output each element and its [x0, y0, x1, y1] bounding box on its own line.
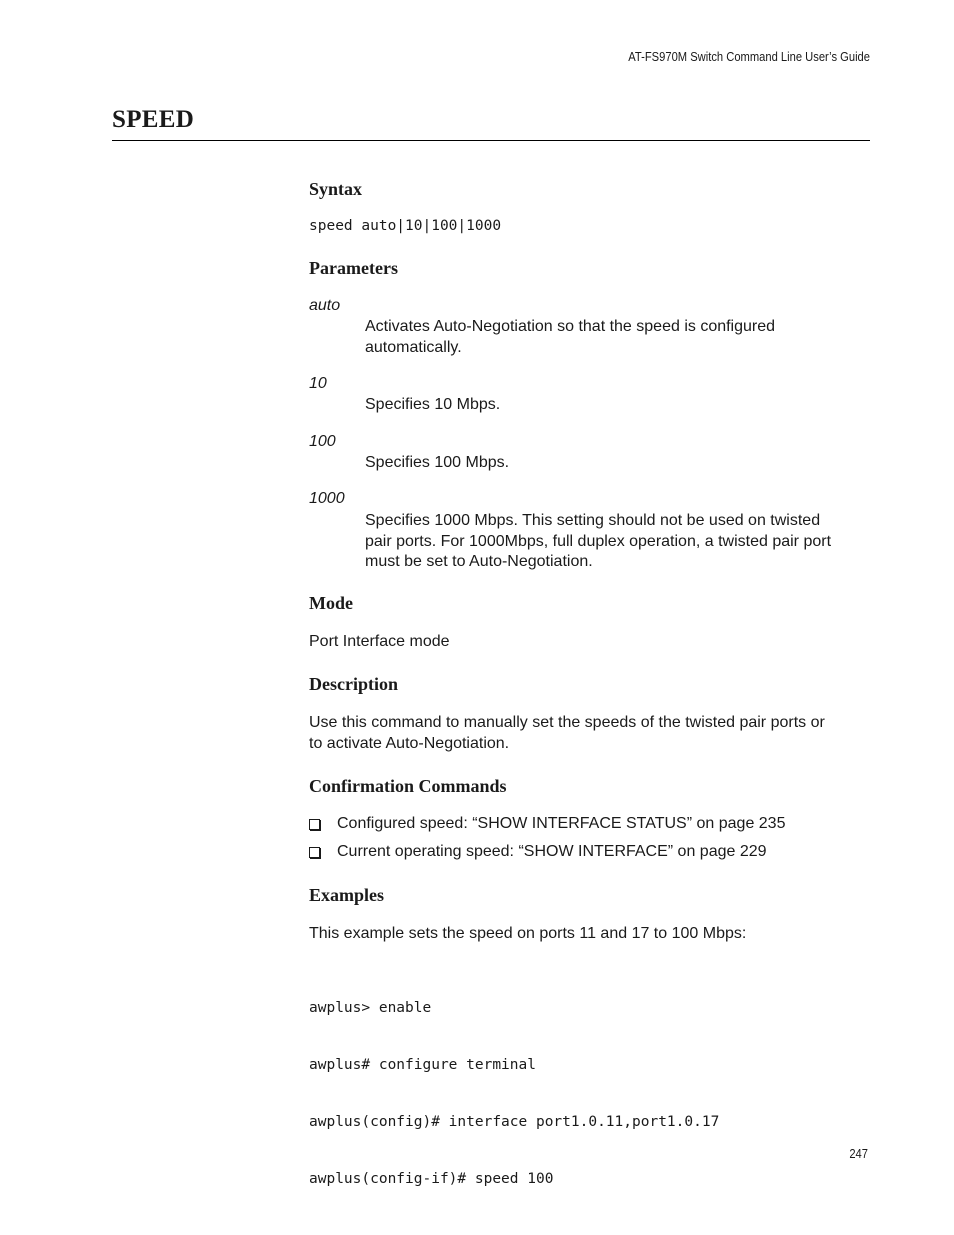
param-name-1000: 1000 [309, 490, 345, 507]
param-desc-10 [365, 395, 870, 416]
examples-intro: This example sets the speed on ports 11 and 17 to 100 Mbps: [309, 925, 747, 942]
code-line: awplus> enable [309, 1000, 432, 1016]
param-desc-line: Specifies 100 Mbps. [365, 454, 510, 471]
param-name-100: 100 [309, 433, 336, 450]
code-line: awplus# configure terminal [309, 1057, 536, 1073]
param-desc-line: Specifies 1000 Mbps. This setting should not be used on twisted [365, 512, 821, 529]
param-desc-auto [365, 317, 870, 358]
param-name-auto: auto [309, 297, 341, 314]
confirmation-item-text: Current operating speed: “SHOW INTERFACE” on page 229 [337, 843, 767, 860]
running-header: AT-FS970M Switch Command Line User’s Guide [628, 49, 870, 64]
page-number: 247 [849, 1146, 868, 1161]
param-desc-100 [365, 453, 870, 474]
example-code-block [309, 961, 719, 1208]
list-item [309, 815, 870, 833]
param-desc-line: must be set to Auto-Negotiation. [365, 553, 593, 570]
description-text [309, 713, 870, 754]
confirmation-item-text: Configured speed: “SHOW INTERFACE STATUS” on page 235 [337, 815, 786, 832]
mode-text: Port Interface mode [309, 633, 450, 650]
param-desc-line: Specifies 10 Mbps. [365, 396, 501, 413]
param-desc-line: Activates Auto-Negotiation so that the speed is configured [365, 318, 776, 335]
param-desc-line: automatically. [365, 338, 462, 356]
code-line: awplus(config)# interface port1.0.11,port1.0.17 [309, 1114, 720, 1130]
param-name-10: 10 [309, 375, 327, 392]
param-desc-line: pair ports. For 1000Mbps, full duplex operation, a twisted pair port [365, 532, 832, 550]
description-heading: Description [309, 674, 398, 694]
checkbox-bullet-icon [309, 819, 320, 830]
syntax-command: speed auto|10|100|1000 [309, 218, 502, 234]
code-line: awplus(config-if)# speed 100 [309, 1171, 554, 1187]
parameters-heading: Parameters [309, 258, 398, 278]
description-line: to activate Auto-Negotiation. [309, 734, 510, 752]
confirmation-heading: Confirmation Commands [309, 776, 507, 796]
title-rule [112, 140, 870, 141]
checkbox-bullet-icon [309, 847, 320, 858]
mode-heading: Mode [309, 593, 353, 613]
list-item [309, 843, 870, 861]
param-desc-1000 [365, 511, 870, 573]
description-line: Use this command to manually set the speeds of the twisted pair ports or [309, 714, 825, 731]
page-title: SPEED [112, 106, 195, 133]
syntax-heading: Syntax [309, 179, 363, 199]
examples-heading: Examples [309, 885, 385, 905]
